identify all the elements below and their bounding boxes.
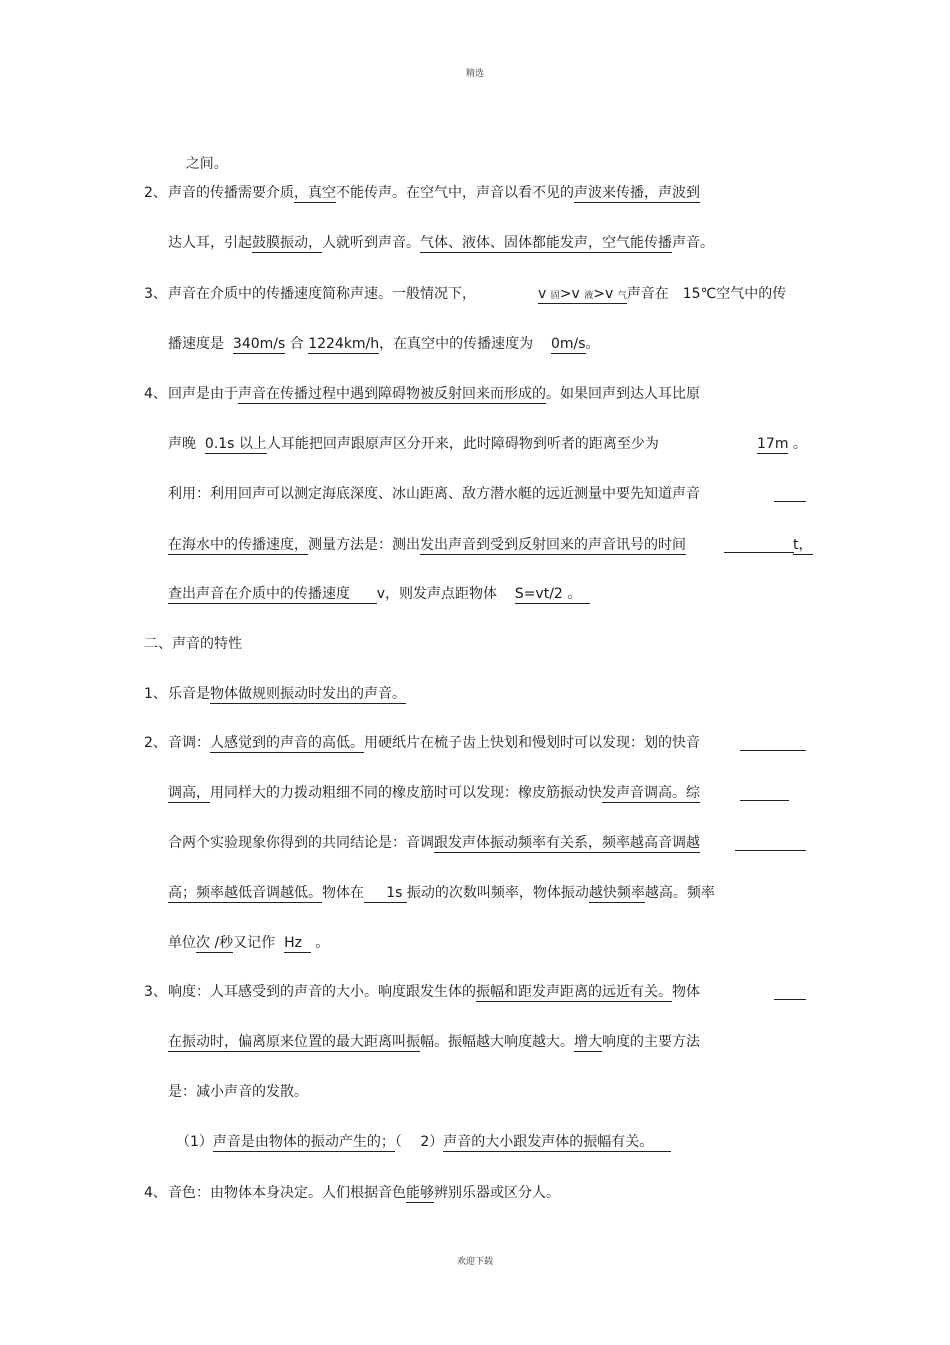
text-line: 回声是由于声音在传播过程中遇到障碍物被反射回来而形成的。如果回声到达人耳比原 — [168, 386, 700, 402]
text-line: 声音的传播需要介质，真空不能传声。在空气中，声音以看不见的声波来传播，声波到 — [168, 185, 700, 201]
text-line: 查出声音在介质中的传播速度 v，则发声点距物体 S=vt/2 。 — [168, 584, 590, 604]
text-line: 是：减小声音的发散。 — [168, 1084, 308, 1100]
text-line: 之间。 — [185, 156, 228, 172]
text-line: 合两个实验现象你得到的共同结论是：音调跟发声体振动频率有关系，频率越高音调越 — [168, 835, 700, 851]
text-line: t， — [793, 537, 813, 553]
text-line: 播速度是 340m/s 合 1224km/h，在真空中的传播速度为 0m/s。 — [168, 336, 600, 352]
list-number: 2、 — [144, 185, 167, 201]
page-header: 精选 — [465, 69, 484, 79]
list-number: 1、 — [144, 686, 167, 702]
text-line: 达人耳，引起鼓膜振动，人就听到声音。气体、液体、固体都能发声，空气能传播声音。 — [168, 235, 714, 251]
fill-blank — [735, 850, 806, 851]
text-line: 在海水中的传播速度，测量方法是：测出发出声音到受到反射回来的声音讯号的时间 — [168, 537, 686, 553]
text-line: 音色：由物体本身决定。人们根据音色能够辨别乐器或区分人。 — [168, 1185, 560, 1201]
section-heading: 二、声音的特性 — [144, 636, 242, 652]
list-number: 4、 — [144, 386, 167, 402]
text-line: 单位次 /秒又记作 Hz 。 — [168, 935, 330, 951]
text-line: 利用：利用回声可以测定海底深度、冰山距离、敌方潜水艇的远近测量中要先知道声音 — [168, 486, 700, 502]
fill-blank — [774, 999, 806, 1000]
text-line: 声音在介质中的传播速度简称声速。一般情况下， — [168, 286, 476, 302]
list-number: 2、 — [144, 735, 167, 751]
fill-blank — [774, 501, 806, 502]
text-line: 高；频率越低音调越低。物体在 1s 振动的次数叫频率，物体振动越快频率越高。频率 — [168, 885, 715, 901]
speed-comparison: v 固>v 液>v 气声音在 15℃空气中的传 — [538, 286, 787, 302]
page-footer: 欢迎下载 — [456, 1257, 493, 1267]
list-number: 4、 — [144, 1185, 167, 1201]
text-line: 17m 。 — [757, 436, 807, 452]
text-line: 音调：人感觉到的声音的高低。用硬纸片在梳子齿上快划和慢划时可以发现：划的快音 — [168, 735, 700, 751]
text-line: 响度：人耳感受到的声音的大小。响度跟发生体的振幅和距发声距离的远近有关。物体 — [168, 984, 700, 1000]
fill-blank — [724, 552, 794, 553]
list-number: 3、 — [144, 286, 167, 302]
fill-blank — [740, 750, 806, 751]
fill-blank — [740, 800, 789, 801]
text-line: 调高，用同样大的力拨动粗细不同的橡皮筋时可以发现：橡皮筋振动快发声音调高。综 — [168, 785, 700, 801]
text-line: 乐音是物体做规则振动时发出的声音。 — [168, 686, 406, 702]
list-number: 3、 — [144, 984, 167, 1000]
text-line: 在振动时，偏离原来位置的最大距离叫振幅。振幅越大响度越大。增大响度的主要方法 — [168, 1034, 700, 1050]
text-line: （1）声音是由物体的振动产生的；（ 2）声音的大小跟发声体的振幅有关。 — [176, 1132, 671, 1152]
text-line: 声晚 0.1s 以上人耳能把回声跟原声区分开来，此时障碍物到听者的距离至少为 — [168, 436, 659, 452]
